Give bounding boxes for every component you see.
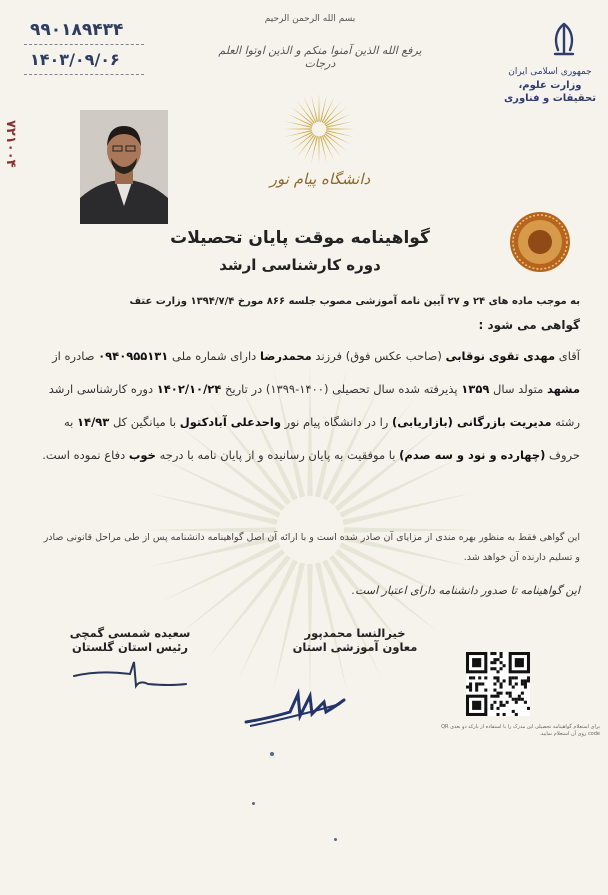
gpa: ۱۴/۹۳ xyxy=(77,415,110,429)
qr-module xyxy=(493,701,496,704)
body-text: دوره کارشناسی ارشد رشته xyxy=(48,382,580,429)
ray xyxy=(148,493,278,525)
serial-number: ۹۹۰۱۸۹۴۳۴ xyxy=(30,20,124,40)
qr-module xyxy=(493,689,496,692)
qr-module xyxy=(496,695,499,698)
qr-module xyxy=(500,686,503,689)
qr-module xyxy=(509,676,512,679)
body-text: را در دانشگاه پیام نور xyxy=(281,415,393,429)
qr-module xyxy=(466,686,469,689)
ministry-line-1: جمهوری اسلامی ایران xyxy=(508,67,592,77)
branch: واحدعلی آبادکتول xyxy=(179,415,281,429)
verification-note: برای استعلام گواهینامه تحصیلی این مدرک را با استفاده از بارکد دو بعدی QR code روی آن استعلام نمایید. xyxy=(441,724,600,737)
qr-module xyxy=(478,682,481,685)
qr-module xyxy=(472,701,481,710)
signature-head xyxy=(70,656,190,696)
certify-line: گواهی می شود : xyxy=(478,318,580,332)
ink-dot xyxy=(270,752,274,756)
qr-module xyxy=(509,679,512,682)
qr-module xyxy=(490,652,493,655)
ministry-line-2: وزارت علوم، تحقیقات و فناوری xyxy=(504,80,596,104)
qr-module xyxy=(493,695,496,698)
body-text: صادره از xyxy=(52,349,99,363)
qr-module xyxy=(509,695,512,698)
qr-module xyxy=(515,701,518,704)
iran-emblem-icon xyxy=(546,20,582,60)
body-text: با میانگین کل xyxy=(109,415,180,429)
qr-module xyxy=(518,695,521,698)
qr-module xyxy=(493,667,496,670)
qr-module xyxy=(490,704,493,707)
qr-module xyxy=(524,679,527,682)
qr-module xyxy=(484,689,487,692)
father-name: محمدرضا xyxy=(259,349,312,363)
qr-module xyxy=(512,710,515,713)
certificate-body xyxy=(38,340,580,472)
issue-date: ۱۴۰۳/۰۹/۰۶ xyxy=(30,50,120,69)
qr-module xyxy=(506,701,509,704)
certificate-subtitle: دوره کارشناسی ارشد xyxy=(219,256,381,274)
qr-module xyxy=(496,707,499,710)
signatory-deputy xyxy=(275,626,435,654)
qr-module xyxy=(515,658,524,667)
qr-module xyxy=(490,707,493,710)
qr-module xyxy=(521,682,524,685)
qr-module xyxy=(518,698,521,701)
qr-module xyxy=(490,661,493,664)
qr-module xyxy=(493,661,496,664)
qr-module xyxy=(493,676,496,679)
ray xyxy=(326,130,354,137)
holder-name: مهدی تقوی نوقابی xyxy=(445,349,556,363)
gpa-words: (چهارده و نود و سه صدم) xyxy=(399,448,546,462)
qr-module xyxy=(500,701,503,704)
signatory-name: سعیده شمسی گمچی xyxy=(69,626,191,640)
qr-module xyxy=(503,664,506,667)
qr-module xyxy=(524,686,527,689)
qr-module xyxy=(503,679,506,682)
qr-module xyxy=(524,682,527,685)
qr-module xyxy=(469,676,472,679)
signatory-name: خیرالنسا محمدپور xyxy=(304,626,406,640)
qr-module xyxy=(527,707,530,710)
qr-module xyxy=(500,652,503,655)
birth-year: ۱۳۵۹ xyxy=(461,382,490,396)
qr-module xyxy=(524,701,527,704)
qr-module xyxy=(475,686,478,689)
ray xyxy=(324,107,346,125)
qr-module xyxy=(521,698,524,701)
body-text: دفاع نموده است. xyxy=(42,448,129,462)
serial-underline xyxy=(24,44,144,45)
quran-verse: یرفع الله الذین آمنوا منکم و الذین اوتوا العلم درجات xyxy=(218,44,422,70)
issue-city: مشهد xyxy=(546,382,580,396)
bismillah: بسم الله الرحمن الرحیم xyxy=(264,14,356,24)
portrait-image xyxy=(80,110,168,224)
qr-module xyxy=(496,713,499,716)
qr-module xyxy=(475,689,478,692)
qr-module xyxy=(509,692,512,695)
qr-module xyxy=(493,658,496,661)
ray xyxy=(320,94,327,122)
holder-photo xyxy=(80,110,168,224)
qr-module xyxy=(503,704,506,707)
qr-module xyxy=(509,682,512,685)
ray xyxy=(342,493,472,525)
qr-module xyxy=(478,676,481,679)
qr-module xyxy=(527,676,530,679)
qr-module xyxy=(503,713,506,716)
qr-module xyxy=(515,698,518,701)
ray xyxy=(311,136,318,164)
ink-dot xyxy=(252,802,255,805)
qr-module xyxy=(512,686,515,689)
qr-module xyxy=(472,676,475,679)
qr-module xyxy=(515,713,518,716)
hologram-seal-icon xyxy=(508,210,572,274)
usage-note: این گواهی فقط به منظور بهره مندی از مزایای آن صادر شده است و با ارائه آن اصل گواهینامه دانشنامه پس از طی مراحل قانونی صادر و تسلیم دارنده آن خواهد شد. xyxy=(43,532,580,563)
qr-module xyxy=(490,667,493,670)
qr-module xyxy=(500,704,503,707)
body-text: آقای xyxy=(555,349,580,363)
qr-module xyxy=(521,679,524,682)
qr-code-icon xyxy=(466,652,530,716)
ink-dot xyxy=(334,838,337,841)
qr-module xyxy=(500,661,503,664)
qr-module xyxy=(500,667,503,670)
side-number: ۷۲۱۰۰۴ xyxy=(3,120,18,168)
qr-module xyxy=(500,692,503,695)
ray xyxy=(297,101,315,123)
qr-module xyxy=(490,695,493,698)
ray xyxy=(283,128,311,129)
qr-module xyxy=(496,658,499,661)
university-name: دانشگاه پیام نور xyxy=(269,170,371,188)
body-text: به حروف xyxy=(64,415,580,462)
qr-module xyxy=(496,676,499,679)
qr-module xyxy=(469,682,472,685)
ray xyxy=(318,93,319,121)
ray xyxy=(291,107,313,125)
qr-module xyxy=(469,686,472,689)
graduation-date: ۱۴۰۲/۱۰/۲۴ xyxy=(156,382,222,396)
qr-module xyxy=(512,698,515,701)
ray xyxy=(318,136,319,164)
ray xyxy=(324,133,346,151)
ministry-name xyxy=(500,66,600,105)
qr-module xyxy=(472,658,481,667)
qr-module xyxy=(496,692,499,695)
validity-note: این گواهینامه تا صدور دانشنامه دارای اعتبار است. xyxy=(351,584,580,597)
qr-module xyxy=(521,692,524,695)
qr-module xyxy=(469,689,472,692)
qr-module xyxy=(506,692,509,695)
ray xyxy=(323,134,341,156)
signatory-head xyxy=(50,626,210,654)
qr-module xyxy=(475,682,478,685)
ray xyxy=(311,94,318,122)
body-text: با موفقیت به پایان رسانیده و از پایان نامه با درجه xyxy=(155,448,400,462)
ray xyxy=(326,121,354,128)
legal-basis: به موجب ماده های ۲۴ و ۲۷ آیین نامه آموزشی مصوب جلسه ۸۶۶ مورخ ۱۳۹۴/۷/۴ وزارت عتف xyxy=(129,296,580,307)
qr-module xyxy=(515,676,518,679)
qr-module xyxy=(515,682,518,685)
qr-module xyxy=(496,670,499,673)
qr-module xyxy=(493,682,496,685)
ray xyxy=(326,128,354,129)
date-underline xyxy=(24,74,144,75)
body-text: (صاحب عکس فوق) فرزند xyxy=(311,349,446,363)
body-text: متولد سال xyxy=(489,382,547,396)
qr-module xyxy=(500,655,503,658)
body-text: دارای شماره ملی xyxy=(168,349,260,363)
qr-module xyxy=(496,679,499,682)
qr-module xyxy=(484,676,487,679)
major: مدیریت بازرگانی (بازاریابی) xyxy=(392,415,552,429)
thesis-grade: خوب xyxy=(128,448,156,462)
certificate-title: گواهینامه موقت پایان تحصیلات xyxy=(170,228,430,248)
national-id: ۰۹۴۰۹۵۵۱۳۱ xyxy=(98,349,169,363)
qr-module xyxy=(512,676,515,679)
qr-module xyxy=(500,682,503,685)
ray xyxy=(284,121,312,128)
qr-module xyxy=(527,679,530,682)
body-text: پذیرفته شده سال تحصیلی (۱۴۰۰-۱۳۹۹) در تاریخ xyxy=(221,382,462,396)
ray xyxy=(320,136,327,164)
ray xyxy=(323,101,341,123)
qr-module xyxy=(481,682,484,685)
university-logo-icon xyxy=(282,92,356,166)
signature-deputy xyxy=(240,682,350,732)
ray xyxy=(291,133,313,151)
signatory-title: رئیس استان گلستان xyxy=(72,640,188,654)
ray xyxy=(297,134,315,156)
ray xyxy=(284,130,312,137)
qr-module xyxy=(493,652,496,655)
signatory-title: معاون آموزشی استان xyxy=(292,640,418,654)
